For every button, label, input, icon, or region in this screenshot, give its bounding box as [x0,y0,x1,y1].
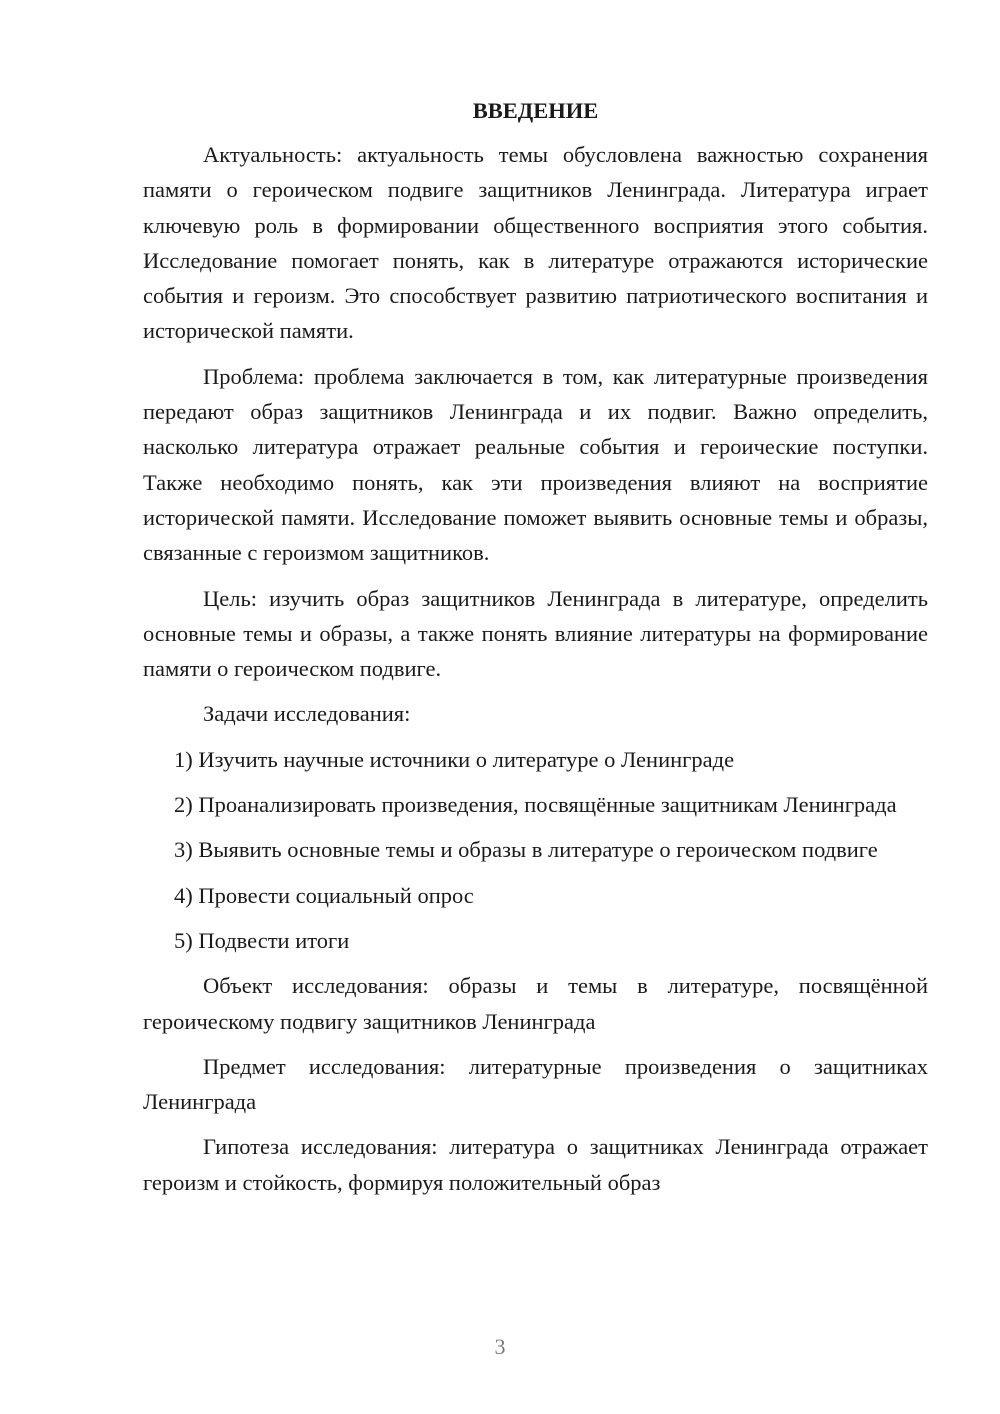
list-item: 1) Изучить научные источники о литературе о Ленинграде [174,746,735,772]
paragraph-hypothesis: Гипотеза исследования: литература о защитниках Ленинграда отражает героизм и стойкость, формируя положительный образ [143,1134,928,1195]
list-item: 5) Подвести итоги [174,927,350,953]
paragraph-object: Объект исследования: образы и темы в литературе, посвящённой героическому подвигу защитников Ленинграда [143,973,928,1034]
list-item: 2) Проанализировать произведения, посвящённые защитникам Ленинграда [174,792,897,818]
paragraph-subject: Предмет исследования: литературные произведения о защитниках Ленинграда [143,1053,928,1115]
section-heading: ВВЕДЕНИЕ [472,98,599,123]
list-item: 3) Выявить основные темы и образы в литературе о героическом подвиге [174,837,878,863]
paragraph-relevance: Актуальность: актуальность темы обусловлена важностью сохранения памяти о героическом подвиге защитников Ленинграда. Литература играет ключевую роль в формировании общественного восприятия этого события. Исследование помогает понять, как в литературе отражаются исторические события и героизм. Это способствует развитию патриотического воспитания и исторической памяти. [143,142,928,344]
list-item: 4) Провести социальный опрос [174,882,474,908]
tasks-list [143,742,928,958]
page-content [143,96,928,1210]
paragraph-problem: Проблема: проблема заключается в том, как литературные произведения передают образ защитников Ленинграда и их подвиг. Важно определить, насколько литература отражает реальные события и героические поступки. Также необходимо понять, как эти произведения влияют на восприятие исторической памяти. Исследование поможет выявить основные темы и образы, связанные с героизмом защитников. [143,363,928,566]
tasks-title: Задачи исследования: [203,701,411,727]
paragraph-goal: Цель: изучить образ защитников Ленинграда в литературе, определить основные темы и образы, а также понять влияние литературы на формирование памяти о героическом подвиге. [143,585,928,682]
page-number: 3 [494,1334,506,1359]
